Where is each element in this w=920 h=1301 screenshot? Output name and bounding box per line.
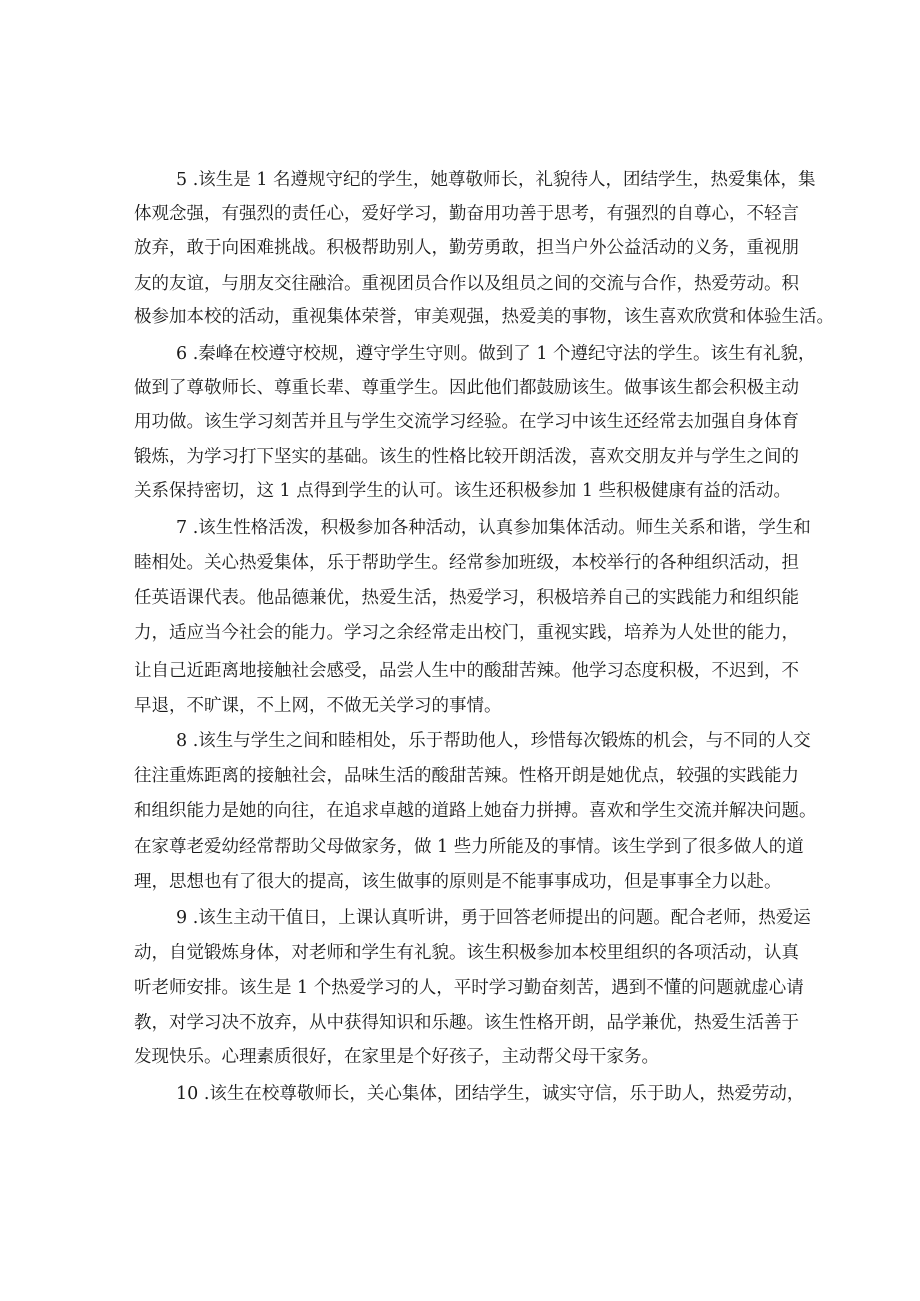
text-line: 锻炼，为学习打下坚实的基础。该生的性格比较开朗活泼，喜欢交朋友并与学生之间的 <box>134 447 799 467</box>
text-line: 早退，不旷课，不上网，不做无关学习的事情。 <box>134 696 502 716</box>
text-line: 8 .该生与学生之间和睦相处，乐于帮助他人，珍惜每次锻炼的机会，与不同的人交 <box>176 731 811 751</box>
text-line: 放弃，敢于向困难挑战。积极帮助别人，勤劳勇敢，担当户外公益活动的义务，重视朋 <box>134 238 799 258</box>
text-line: 发现快乐。心理素质很好，在家里是个好孩子，主动帮父母干家务。 <box>134 1047 659 1067</box>
text-line: 5 .该生是 1 名遵规守纪的学生，她尊敬师长，礼貌待人，团结学生，热爱集体，集 <box>176 170 816 190</box>
text-line: 动，自觉锻炼身体，对老师和学生有礼貌。该生积极参加本校里组织的各项活动，认真 <box>134 943 799 963</box>
text-line: 在家尊老爱幼经常帮助父母做家务，做 1 些力所能及的事情。该生学到了很多做人的道 <box>134 837 804 857</box>
text-line: 9 .该生主动干值日，上课认真听讲，勇于回答老师提出的问题。配合老师，热爱运 <box>176 908 811 928</box>
text-line: 往注重炼距离的接触社会，品味生活的酸甜苦辣。性格开朗是她优点，较强的实践能力 <box>134 766 799 786</box>
text-line: 用功做。该生学习刻苦并且与学生交流学习经验。在学习中该生还经常去加强自身体育 <box>134 412 799 432</box>
text-line: 理，思想也有了很大的提高，该生做事的原则是不能事事成功，但是事事全力以赴。 <box>134 872 782 892</box>
text-line: 体观念强，有强烈的责任心，爱好学习，勤奋用功善于思考，有强烈的自尊心，不轻言 <box>134 204 799 224</box>
text-line: 听老师安排。该生是 1 个热爱学习的人，平时学习勤奋刻苦，遇到不懂的问题就虚心请 <box>134 978 804 998</box>
text-line: 睦相处。关心热爱集体，乐于帮助学生。经常参加班级，本校举行的各种组织活动，担 <box>134 553 799 573</box>
text-line: 和组织能力是她的向往，在追求卓越的道路上她奋力拼搏。喜欢和学生交流并解决问题。 <box>134 801 817 821</box>
text-line: 教，对学习决不放弃，从中获得知识和乐趣。该生性格开朗，品学兼优，热爱生活善于 <box>134 1013 799 1033</box>
text-line: 任英语课代表。他品德兼优，热爱生活，热爱学习，积极培养自己的实践能力和组织能 <box>134 588 799 608</box>
text-line: 极参加本校的活动，重视集体荣誉，审美观强，热爱美的事物，该生喜欢欣赏和体验生活。 <box>134 307 834 327</box>
text-line: 友的友谊，与朋友交往融洽。重视团员合作以及组员之间的交流与合作，热爱劳动。积 <box>134 274 799 294</box>
text-line: 10 .该生在校尊敬师长，关心集体，团结学生，诚实守信，乐于助人，热爱劳动， <box>176 1084 805 1104</box>
text-line: 关系保持密切，这 1 点得到学生的认可。该生还积极参加 1 些积极健康有益的活动。 <box>134 481 792 501</box>
text-line: 力，适应当今社会的能力。学习之余经常走出校门，重视实践，培养为人处世的能力， <box>134 623 799 643</box>
text-line: 7 .该生性格活泼，积极参加各种活动，认真参加集体活动。师生关系和谐，学生和 <box>176 518 811 538</box>
text-line: 6 .秦峰在校遵守校规，遵守学生守则。做到了 1 个遵纪守法的学生。该生有礼貌， <box>176 344 816 364</box>
text-line: 让自己近距离地接触社会感受，品尝人生中的酸甜苦辣。他学习态度积极，不迟到，不 <box>134 661 799 681</box>
text-line: 做到了尊敬师长、尊重长辈、尊重学生。因此他们都鼓励该生。做事该生都会积极主动 <box>134 378 799 398</box>
